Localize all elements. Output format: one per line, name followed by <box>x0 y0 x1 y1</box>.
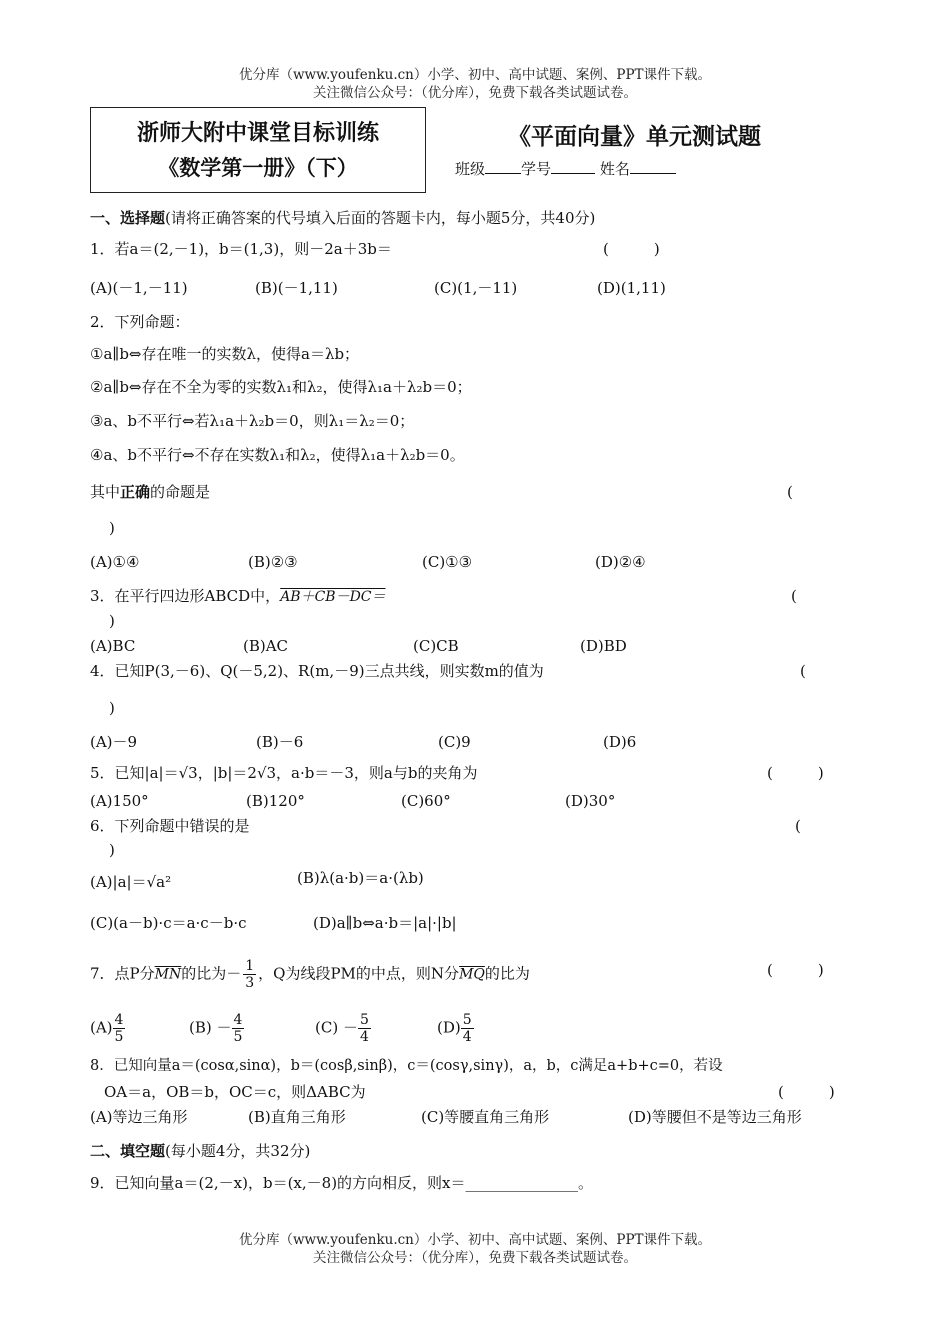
q7-option-a: (A) $\frac{4}{5}$ <box>90 1012 124 1045</box>
q1-answer-paren: ( ) <box>603 240 660 258</box>
q4-option-a: (A)－9 <box>90 733 138 751</box>
q2-option-c: (C)①③ <box>422 553 473 571</box>
section2-note: (每小题4分，共32分) <box>165 1142 311 1160</box>
q7-stem: 7．点P分$\overline{MN}$的比为－ $\frac{1}{3}$ ，Q为线段PM的中点，则N分$\overline{MQ}$的比为 <box>90 958 530 991</box>
q4-paren-open: ( <box>800 662 806 680</box>
q5-stem: 5．已知|a|＝√3，|b|＝2√3，a·b＝－3，则a与b的夹角为 <box>90 764 478 782</box>
section2-heading: 二、填空题 <box>90 1142 166 1160</box>
title-box <box>90 107 426 193</box>
q7-seg-mq: $\overline{MQ}$ <box>459 966 485 983</box>
q6-option-a: (A)|a|＝√a² <box>90 873 172 891</box>
q5-option-c: (C)60° <box>401 792 451 810</box>
q3-option-a: (A)BC <box>90 637 136 655</box>
q7-option-c: (C) － $\frac{5}{4}$ <box>315 1012 369 1045</box>
class-label: 班级 <box>455 160 486 178</box>
school-title: 浙师大附中课堂目标训练 <box>136 121 379 146</box>
q3-paren-close: ) <box>109 612 115 630</box>
q3-paren-open: ( <box>791 587 797 605</box>
q5-option-d: (D)30° <box>565 792 616 810</box>
q2-option-d: (D)②④ <box>595 553 646 571</box>
number-label: 学号 <box>521 160 552 178</box>
q2-item-1: ①a∥b⇔存在唯一的实数λ，使得a＝λb； <box>90 345 360 363</box>
header-line-2: 关注微信公众号：（优分库），免费下载各类试题试卷。 <box>313 85 637 101</box>
footer-line-1: 优分库（www.youfenku.cn）小学、初中、高中试题、案例、PPT课件下载。 <box>238 1232 712 1248</box>
q6-paren-close: ) <box>109 841 115 859</box>
q2-item-2: ②a∥b⇔存在不全为零的实数λ₁和λ₂，使得λ₁a＋λ₂b＝0； <box>90 378 472 396</box>
section1-header <box>90 208 595 228</box>
q8-stem-line1: 8．已知向量a＝(cosα,sinα)，b＝(cosβ,sinβ)，c＝(cosγ,sinγ)，a，b，c满足a+b+c=0，若设 <box>90 1058 723 1074</box>
q2-option-a: (A)①④ <box>90 553 140 571</box>
q2-stem: 2．下列命题： <box>90 313 190 331</box>
q2-item-4: ④a、b不平行⇔不存在实数λ₁和λ₂，使得λ₁a＋λ₂b＝0。 <box>90 446 465 464</box>
q4-option-c: (C)9 <box>438 733 471 751</box>
q9-stem: 9．已知向量a＝(2,－x)，b＝(x,－8)的方向相反，则x＝_______________。 <box>90 1174 594 1192</box>
student-info <box>455 158 676 179</box>
q6-paren-open: ( <box>795 817 801 835</box>
q6-option-d: (D)a∥b⇔a·b＝|a|·|b| <box>313 914 457 932</box>
q1-option-a: (A)(－1,－11) <box>90 279 188 297</box>
q2-ask: 其中正确的命题是 <box>90 483 211 501</box>
q8-option-c: (C)等腰直角三角形 <box>421 1108 550 1126</box>
section1-heading: 一、选择题 <box>90 209 166 227</box>
section1-note: (请将正确答案的代号填入后面的答题卡内，每小题5分，共40分) <box>165 209 596 227</box>
q4-option-b: (B)－6 <box>256 733 304 751</box>
q5-option-b: (B)120° <box>246 792 305 810</box>
q7-seg-mn: $\overline{MN}$ <box>154 966 182 983</box>
q3-stem: 3．在平行四边形ABCD中，AB＋CB－DC＝ <box>90 587 386 605</box>
q7-answer-paren: ( ) <box>767 961 824 979</box>
q5-option-a: (A)150° <box>90 792 149 810</box>
q4-paren-close: ) <box>109 699 115 717</box>
q2-option-b: (B)②③ <box>248 553 298 571</box>
q1-option-b: (B)(－1,11) <box>255 279 338 297</box>
q8-answer-paren: ( ) <box>778 1083 835 1101</box>
q5-answer-paren: ( ) <box>767 764 824 782</box>
header-line-1: 优分库（www.youfenku.cn）小学、初中、高中试题、案例、PPT课件下载。 <box>238 67 712 83</box>
q3-option-b: (B)AC <box>243 637 289 655</box>
section2-header <box>90 1141 310 1161</box>
q2-paren-open: ( <box>787 483 793 501</box>
q7-option-b: (B) － $\frac{4}{5}$ <box>189 1012 243 1045</box>
q4-stem: 4．已知P(3,－6)、Q(－5,2)、R(m,－9)三点共线，则实数m的值为 <box>90 662 544 680</box>
exam-title: 《平面向量》单元测试题 <box>508 124 761 150</box>
q3-option-c: (C)CB <box>413 637 459 655</box>
q4-option-d: (D)6 <box>603 733 637 751</box>
q6-option-c: (C)(a－b)·c＝a·c－b·c <box>90 914 247 932</box>
q6-stem: 6．下列命题中错误的是 <box>90 817 250 835</box>
q3-option-d: (D)BD <box>580 637 627 655</box>
q6-option-b: (B)λ(a·b)＝a·(λb) <box>297 869 424 887</box>
q2-item-3: ③a、b不平行⇔若λ₁a＋λ₂b＝0，则λ₁＝λ₂＝0； <box>90 412 415 430</box>
q8-option-b: (B)直角三角形 <box>248 1108 346 1126</box>
footer-line-2: 关注微信公众号：（优分库），免费下载各类试题试卷。 <box>313 1250 637 1266</box>
q1-option-c: (C)(1,－11) <box>434 279 518 297</box>
q8-stem-line2: OA＝a，OB＝b，OC＝c，则ΔABC为 <box>104 1083 366 1101</box>
q2-paren-close: ) <box>109 519 115 537</box>
q1-option-d: (D)(1,11) <box>597 279 666 297</box>
q8-option-d: (D)等腰但不是等边三角形 <box>628 1108 802 1126</box>
q7-ratio-fraction: $\frac{1}{3}$ <box>245 958 255 991</box>
q3-vector-expr: AB＋CB－DC＝ <box>280 589 386 605</box>
q1-stem: 1．若a＝(2,－1)，b＝(1,3)，则－2a＋3b＝ <box>90 240 392 258</box>
book-title: 《数学第一册》（下） <box>158 156 358 180</box>
q7-option-d: (D) $\frac{5}{4}$ <box>437 1012 472 1045</box>
name-label: 姓名 <box>599 160 630 178</box>
q2-ask-bold: 正确 <box>120 483 151 501</box>
q8-option-a: (A)等边三角形 <box>90 1108 188 1126</box>
